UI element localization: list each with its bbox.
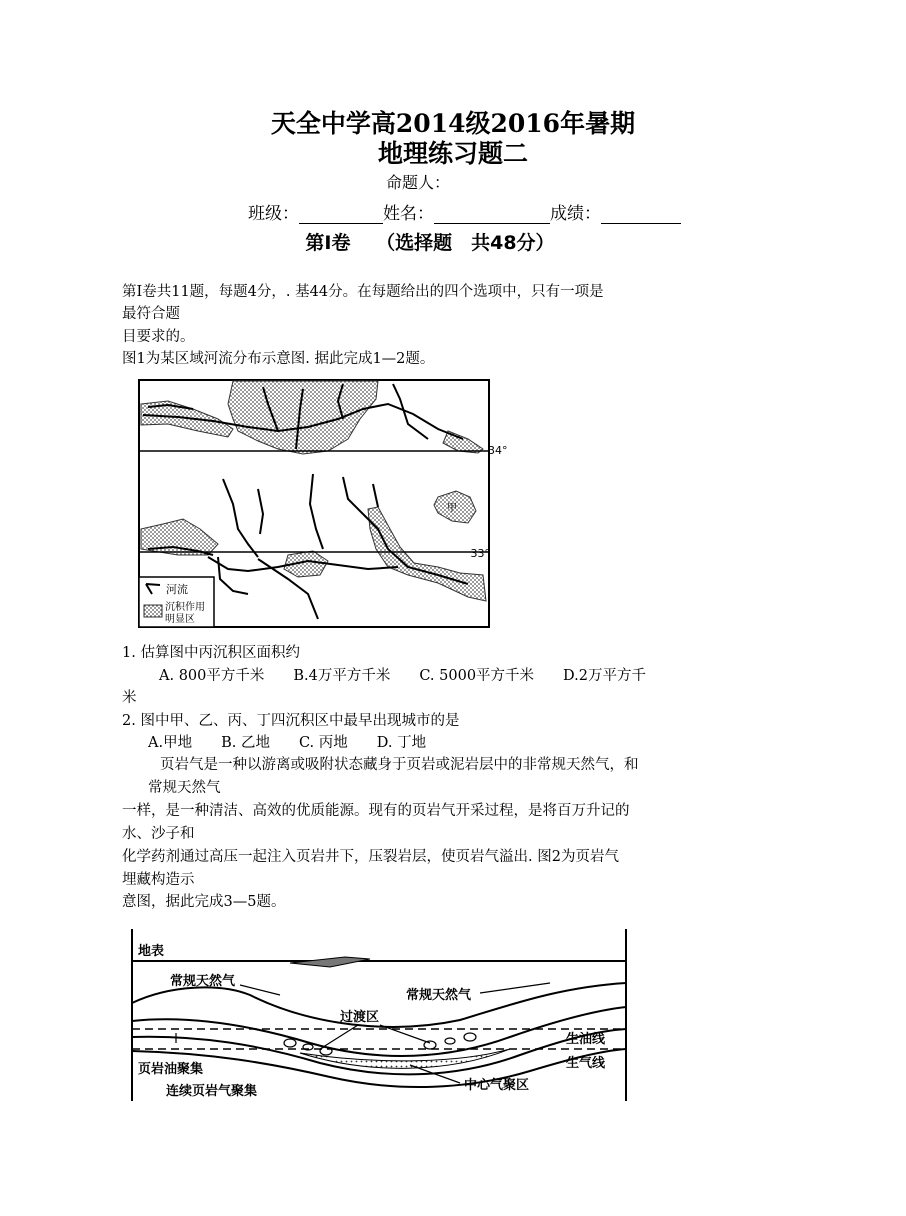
- section-title: 第Ⅰ卷 （选择题 共48分）: [305, 232, 555, 254]
- leader-lines: [176, 983, 550, 1083]
- class-label: 班级：: [248, 204, 299, 224]
- score-blank[interactable]: [601, 205, 681, 224]
- passage-line-7: 意图，据此完成3—5题。: [122, 894, 286, 910]
- instructions-line-3: 目要求的。: [122, 329, 195, 345]
- legend-sediment-label-1: 沉积作用: [165, 602, 205, 613]
- class-blank[interactable]: [299, 205, 383, 224]
- author-label: 命题人：: [386, 173, 451, 192]
- instructions-line-2: 最符合题: [122, 306, 180, 322]
- passage-line-5: 化学药剂通过高压一起注入页岩井下，压裂岩层，使页岩气溢出. 图2为页岩气: [122, 849, 619, 865]
- lat-label-33: 33°: [470, 547, 490, 560]
- label-transition-zone: 过渡区: [340, 1010, 380, 1025]
- passage-line-1: 页岩气是一种以游离或吸附状态藏身于页岩或泥岩层中的非常规天然气，和: [160, 757, 639, 773]
- figure-1-intro: 图1为某区域河流分布示意图. 据此完成1—2题。: [122, 351, 435, 367]
- name-blank[interactable]: [434, 205, 550, 224]
- label-oil-line: 生油线: [566, 1032, 606, 1047]
- label-shale-oil: 页岩油聚集: [138, 1062, 204, 1077]
- label-surface: 地表: [138, 944, 165, 959]
- figure-1-river-map: [138, 379, 508, 628]
- lat-label-34: 34°: [488, 444, 508, 457]
- question-1-options-wrap: 米: [122, 690, 137, 706]
- label-continuous-shale-gas: 连续页岩气聚集: [166, 1084, 258, 1099]
- title-line-2: 地理练习题二: [377, 139, 528, 168]
- legend-river-label: 河流: [166, 583, 188, 596]
- question-1-stem: 1. 估算图中丙沉积区面积约: [122, 645, 300, 661]
- label-center-gas-zone: 中心气聚区: [464, 1078, 530, 1093]
- question-2-stem: 2. 图中甲、乙、丙、丁四沉积区中最早出现城市的是: [122, 713, 460, 729]
- legend-sediment-symbol: [144, 605, 162, 617]
- instructions-line-1: 第Ⅰ卷共11题，每题4分，. 基44分。在每题给出的四个选项中，只有一项是: [122, 284, 604, 300]
- question-1-options: A. 800平方千米 B.4万平方千米 C. 5000平方千米 D.2万平方千: [159, 668, 646, 684]
- label-jia: 甲: [447, 503, 457, 514]
- student-info-row: [248, 199, 681, 224]
- strata-layers: [132, 983, 626, 1087]
- figure-2-shale-gas-diagram: [130, 925, 630, 1101]
- legend-sediment-label-2: 明显区: [165, 614, 195, 625]
- passage-line-4: 水、沙子和: [122, 826, 195, 842]
- name-label: 姓名：: [383, 204, 434, 224]
- label-conventional-gas-left: 常规天然气: [170, 974, 236, 989]
- question-2-options: A.甲地 B. 乙地 C. 丙地 D. 丁地: [148, 735, 427, 751]
- title-line-1: 天全中学高2014级2016年暑期: [270, 109, 636, 138]
- label-conventional-gas-right: 常规天然气: [406, 988, 472, 1003]
- passage-line-3: 一样，是一种清洁、高效的优质能源。现有的页岩气开采过程，是将百万升记的: [122, 803, 630, 819]
- passage-line-6: 埋藏构造示: [122, 872, 195, 888]
- label-gas-line: 生气线: [566, 1056, 606, 1071]
- passage-line-2: 常规天然气: [148, 780, 221, 796]
- score-label: 成绩：: [550, 204, 601, 224]
